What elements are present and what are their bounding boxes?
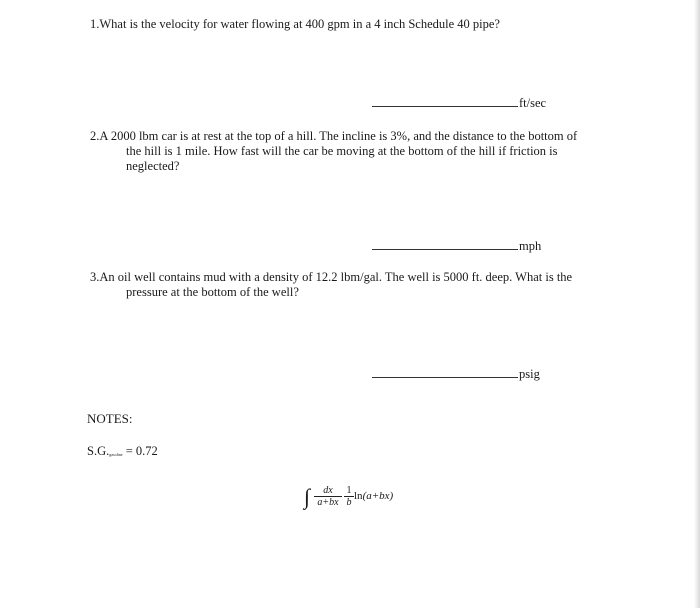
integral-formula: [304, 482, 414, 518]
question-1-number: 1.: [90, 17, 100, 31]
sg-value: = 0.72: [125, 444, 158, 458]
question-2-line-3: neglected?: [126, 159, 180, 173]
fraction-1-denominator: a+bx: [317, 497, 339, 508]
question-2-line-2: the hill is 1 mile. How fast will the car be moving at the bottom of the hill if friction is: [126, 144, 558, 158]
question-2-text-1: A 2000 lbm car is at rest at the top of a hill. The incline is 3%, and the distance to the bottom of: [99, 129, 578, 143]
fraction-1-numerator: dx: [323, 485, 333, 496]
answer-2-blank[interactable]: [372, 239, 518, 250]
notes-heading: NOTES:: [87, 411, 133, 426]
question-2-number: 2.: [90, 129, 100, 143]
log-term: [354, 490, 393, 502]
specific-gravity-note: [87, 444, 158, 459]
answer-1-unit: ft/sec: [519, 96, 547, 110]
integral-sign: ∫: [304, 484, 311, 509]
question-1-text: What is the velocity for water flowing at 400 gpm in a 4 inch Schedule 40 pipe?: [99, 17, 500, 31]
question-3-line-2: pressure at the bottom of the well?: [126, 285, 299, 299]
answer-3-blank[interactable]: [372, 367, 518, 378]
ln-function: ln: [354, 490, 363, 502]
fraction-2-numerator: 1: [346, 485, 352, 496]
answer-1-blank[interactable]: [372, 96, 518, 107]
answer-2: [372, 239, 541, 254]
sg-label: S.G.: [87, 444, 110, 458]
question-1: [90, 17, 650, 32]
page-edge-shadow: [694, 0, 700, 608]
question-2: [90, 129, 617, 174]
question-3-line-1: [90, 270, 617, 285]
question-3-text-1: An oil well contains mud with a density of 12.2 lbm/gal. The well is 5000 ft. deep. What is the: [99, 270, 573, 284]
answer-1: [372, 96, 546, 111]
fraction-dx-over-a-bx: [313, 485, 343, 508]
sg-subscript: gasoline: [109, 452, 123, 457]
ln-argument: (a+bx): [362, 490, 394, 502]
fraction-2-denominator: b: [346, 497, 352, 508]
question-3: [90, 270, 617, 300]
question-3-number: 3.: [90, 270, 100, 284]
answer-2-unit: mph: [519, 239, 542, 253]
fraction-1-over-b: [344, 485, 354, 508]
question-2-line-1: [90, 129, 617, 144]
answer-3-unit: psig: [519, 367, 540, 381]
answer-3: [372, 367, 540, 382]
